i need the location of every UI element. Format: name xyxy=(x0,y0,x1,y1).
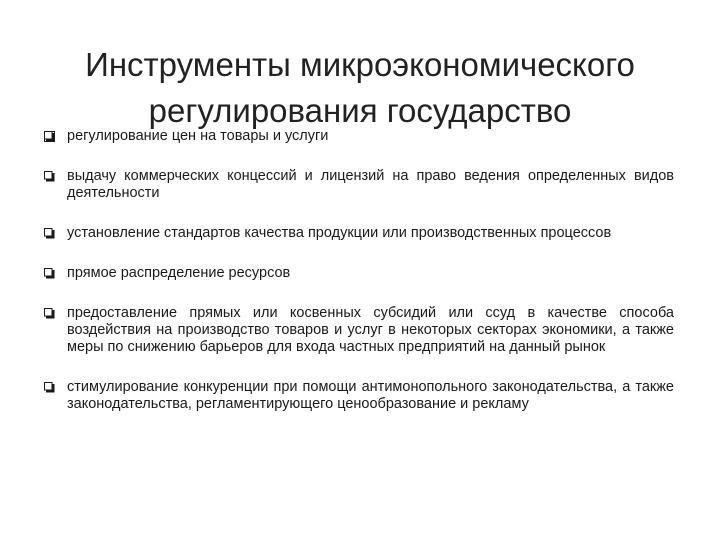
bullet-text: регулирование цен на товары и услуги xyxy=(67,128,329,144)
bullet-text: прямое распределение ресурсов xyxy=(67,265,291,281)
slide-title: Инструменты микроэкономического регулирования государство xyxy=(85,46,635,130)
list-item xyxy=(44,128,674,145)
list-item xyxy=(44,225,674,242)
bullet-text: предоставление прямых или косвенных субсидий или ссуд в качестве способа воздействия на производство товаров и услуг в некоторых секторах экономики, а также меры по снижению барьеров для входа частных предприятий на данный рынок xyxy=(67,305,674,355)
checkbox-square-icon xyxy=(44,131,55,142)
bullet-list xyxy=(44,128,674,436)
bullet-text: выдачу коммерческих концессий и лицензий на право ведения определенных видов деятельности xyxy=(67,168,674,201)
list-item xyxy=(44,168,674,202)
checkbox-square-icon xyxy=(44,171,55,182)
checkbox-square-icon xyxy=(44,268,55,279)
checkbox-square-icon xyxy=(44,308,55,319)
list-item xyxy=(44,265,674,282)
bullet-text: установление стандартов качества продукции или производственных процессов xyxy=(67,225,612,241)
list-item xyxy=(44,305,674,356)
checkbox-square-icon xyxy=(44,382,55,393)
list-item xyxy=(44,379,674,413)
checkbox-square-icon xyxy=(44,228,55,239)
bullet-text: стимулирование конкуренции при помощи антимонопольного законодательства, а также законодательства, регламентирующего ценообразование и рекламу xyxy=(67,379,674,412)
